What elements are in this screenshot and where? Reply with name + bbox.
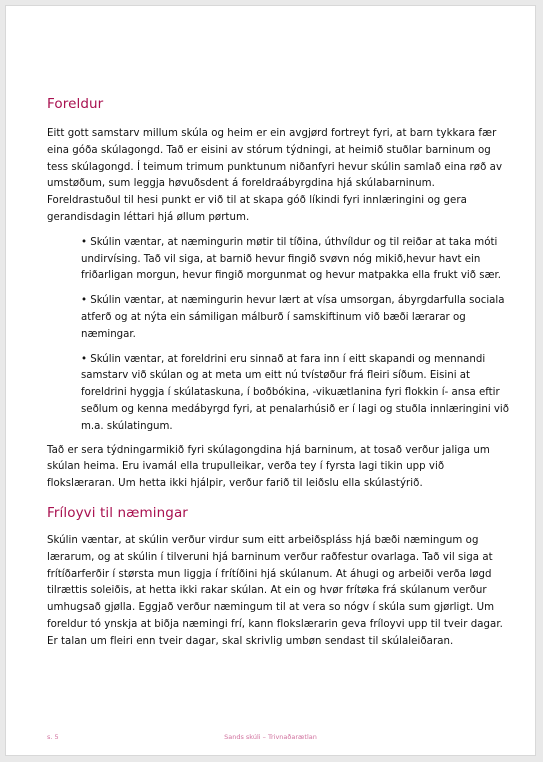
leave-paragraph: Skúlin væntar, at skúlin verður virdur sum eitt arbeiðspláss hjá bæði næmingum og lærarum, og at skúlin í tilveruni hjá barninum verður raðfestur ovarlaga. Tað vil siga at frítíðarferðir í størsta mun liggja í frítíðini hjá skúlanum. At áhugi og arbeiði verða løgd tilrættis soleiðis, at hetta ikki rakar skúlan. At ein og hvør frítøka frá skúlanum verður umhugsað gjølla. Eggjað verður næmingum til at vera so nógv í skúla sum gjørligt. Um foreldur tó ynskja at biðja næmingi frí, kann flokslærarin geva fríloyvi upp til tveir dagar. Er talan um fleiri enn tveir dagar, skal skrivlig umbøn sendast til skúlaleiðaran. xyxy=(47,534,503,647)
intro-paragraph: Eitt gott samstarv millum skúla og heim er ein avgjørd fortreyt fyri, at barn tykkara fær eina góða skúlagongd. Tað er eisini av stórum týdningi, at heimið stuðlar barninum og tess skúlagongd. Í teimum trimum punktunum niðanfyri hevur skúlin samlað eina røð av umstøðum, sum leggja høvuðsdent á foreldraábyrgdina hjá skúlabarninum. Foreldrastuðul til hesi punkt er við til at skapa góð líkindi fyri innlæringini og gera gerandisdagin léttari hjá øllum pørtum. xyxy=(47,128,503,223)
list-item: • Skúlin væntar, at foreldrini eru sinnað at fara inn í eitt skapandi og mennandi samstarv við skúlan og at meta um eitt nú tvístøður frá fleiri síðum. Eisini at foreldrini hyggja í skúlataskuna, í boðbókina, -vikuætlanina fyri flokkin í- ansa eftir seðlum og kenna medábyrgd fyri, at penalarhúsið er í lagi og stuðla innlæringini við m.a. skúlatingum. xyxy=(81,353,509,432)
expectations-list xyxy=(47,235,509,436)
page-number: s. 5 xyxy=(47,733,59,741)
footer-title: Sands skúli – Trivnaðarætlan xyxy=(224,733,317,741)
document-page xyxy=(5,5,536,756)
list-item: • Skúlin væntar, at næmingurin hevur lært at vísa umsorgan, ábyrgdarfulla sociala atferð og at nýta ein sámiligan málburð í samskiftinum við bæði lærarar og næmingar. xyxy=(81,295,505,340)
page-content xyxy=(47,96,509,651)
section-heading-foreldur: Foreldur xyxy=(47,96,104,112)
section-heading-friloyvi: Fríloyvi til næmingar xyxy=(47,504,188,521)
list-item: • Skúlin væntar, at næmingurin møtir til tíðina, úthvíldur og til reiðar at taka móti undirvísing. Tað vil siga, at barnið hevur fingið svøvn nóg mikið,hevur havt ein friðarligan morgun, hevur fingið morgunmat og hevur matpakka ella frukt við sær. xyxy=(81,236,502,282)
closing-paragraph: Tað er sera týdningarmikið fyri skúlagongdina hjá barninum, at tosað verður jaliga um skúlan heima. Eru ivamál ella trupulleikar, verða tey í fyrsta lagi tikin upp við flokslæraran. Um hetta ikki hjálpir, verður farið til leiðslu ella skúlastýrið. xyxy=(47,444,490,490)
